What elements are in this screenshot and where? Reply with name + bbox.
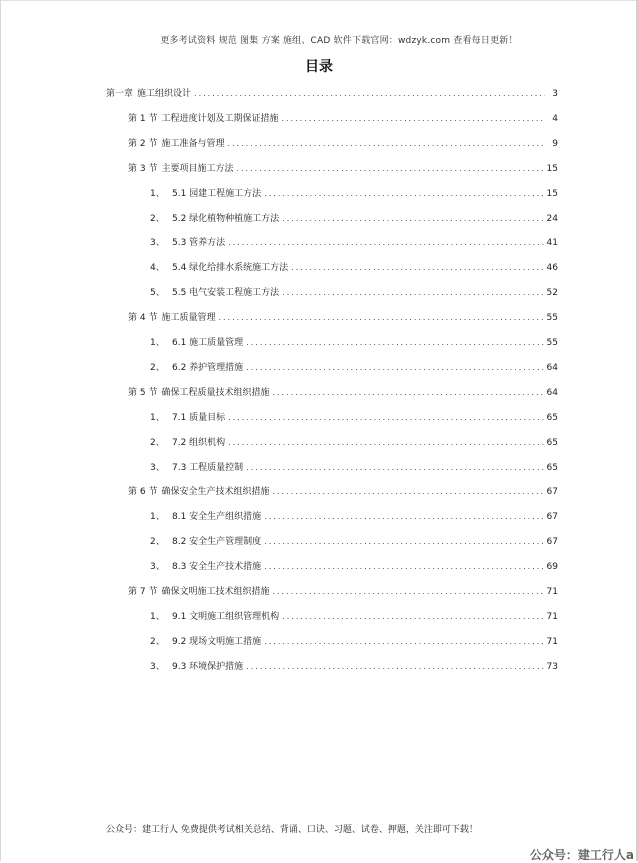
- toc-entry-title: 5.3 管养方法: [172, 238, 226, 248]
- toc-entry-number: 1、: [150, 612, 165, 622]
- toc-entry[interactable]: [150, 437, 558, 449]
- toc-entry-page: 67: [546, 487, 558, 497]
- toc-entry[interactable]: [150, 213, 558, 225]
- toc-entry-number: 1、: [150, 189, 165, 199]
- toc-entry-title: 9.1 文明施工组织管理机构: [172, 612, 280, 622]
- toc-entry-title: 5.4 绿化给排水系统施工方法: [172, 263, 289, 273]
- toc-entry-number: 1、: [150, 338, 165, 348]
- toc-entry-title: 主要项目施工方法: [161, 164, 234, 174]
- toc-entry[interactable]: [128, 387, 558, 399]
- toc-entry[interactable]: [106, 88, 558, 100]
- toc-entry[interactable]: [150, 287, 558, 299]
- toc-entry-number: 2、: [150, 537, 165, 547]
- toc-entry-page: 71: [546, 612, 558, 622]
- toc-entry-number: 1、: [150, 512, 165, 522]
- toc-entry[interactable]: [128, 138, 558, 150]
- toc-entry-number: 第 5 节: [128, 388, 158, 398]
- toc-entry-number: 第 7 节: [128, 587, 158, 597]
- toc-entry[interactable]: [150, 661, 558, 673]
- toc-dot-leader: [218, 312, 543, 324]
- toc-entry-number: 第一章: [106, 89, 134, 99]
- toc-dot-leader: [236, 163, 543, 175]
- toc-entry-number: 第 6 节: [128, 487, 158, 497]
- toc-dot-leader: [272, 586, 543, 598]
- toc-dot-leader: [246, 661, 543, 673]
- toc-entry-page: 3: [552, 89, 558, 99]
- toc-entry-title: 确保安全生产技术组织措施: [161, 487, 270, 497]
- toc-entry[interactable]: [150, 188, 558, 200]
- toc-dot-leader: [272, 387, 543, 399]
- toc-entry-page: 73: [546, 662, 558, 672]
- toc-entry-title: 确保文明施工技术组织措施: [161, 587, 270, 597]
- toc-entry-page: 55: [546, 338, 558, 348]
- toc-entry[interactable]: [150, 561, 558, 573]
- toc-entry-number: 1、: [150, 413, 165, 423]
- toc-entry-page: 64: [546, 388, 558, 398]
- toc-entry-title: 7.1 质量目标: [172, 413, 226, 423]
- page-footer: 公众号：建工行人 免费提供考试相关总结、背诵、口诀、习题、试卷、押题，关注即可下载！: [106, 825, 478, 835]
- toc-entry-number: 3、: [150, 238, 165, 248]
- toc-entry-title: 施工组织设计: [137, 89, 192, 99]
- page-title: 目录: [305, 59, 333, 75]
- toc-entry[interactable]: [128, 312, 558, 324]
- toc-dot-leader: [264, 536, 543, 548]
- toc-entry-page: 15: [546, 164, 558, 174]
- toc-entry[interactable]: [150, 412, 558, 424]
- toc-dot-leader: [227, 138, 545, 150]
- toc-entry-title: 工程进度计划及工期保证措施: [161, 114, 279, 124]
- toc-entry-page: 52: [546, 288, 558, 298]
- toc-entry[interactable]: [150, 262, 558, 274]
- toc-entry-page: 15: [546, 189, 558, 199]
- toc-entry-title: 施工准备与管理: [161, 139, 225, 149]
- toc-dot-leader: [282, 287, 543, 299]
- toc-entry-title: 8.2 安全生产管理制度: [172, 537, 262, 547]
- toc-entry-number: 第 1 节: [128, 114, 158, 124]
- toc-entry-page: 46: [546, 263, 558, 273]
- toc-entry-title: 施工质量管理: [161, 313, 216, 323]
- toc-entry-number: 3、: [150, 562, 165, 572]
- toc-dot-leader: [272, 486, 543, 498]
- toc-entry[interactable]: [150, 362, 558, 374]
- toc-entry-page: 64: [546, 363, 558, 373]
- toc-entry-title: 5.1 园建工程施工方法: [172, 189, 262, 199]
- toc-dot-leader: [282, 611, 543, 623]
- toc-entry-title: 7.2 组织机构: [172, 438, 226, 448]
- toc-dot-leader: [246, 462, 543, 474]
- toc-entry-title: 7.3 工程质量控制: [172, 463, 244, 473]
- toc-entry-number: 第 2 节: [128, 139, 158, 149]
- toc-dot-leader: [246, 337, 543, 349]
- toc-dot-leader: [281, 113, 545, 125]
- toc-entry[interactable]: [150, 611, 558, 623]
- toc-entry-page: 71: [546, 637, 558, 647]
- toc-dot-leader: [228, 437, 543, 449]
- toc-dot-leader: [291, 262, 543, 274]
- toc-entry-title: 5.2 绿化植物种植施工方法: [172, 214, 280, 224]
- toc-dot-leader: [264, 561, 543, 573]
- toc-entry-page: 9: [552, 139, 558, 149]
- toc-entry-number: 5、: [150, 288, 165, 298]
- toc-dot-leader: [282, 213, 543, 225]
- toc-dot-leader: [264, 636, 543, 648]
- toc-entry-number: 第 4 节: [128, 313, 158, 323]
- toc-entry[interactable]: [128, 586, 558, 598]
- toc-entry[interactable]: [150, 636, 558, 648]
- toc-entry-page: 67: [546, 512, 558, 522]
- toc-dot-leader: [264, 188, 543, 200]
- toc-entry-number: 2、: [150, 214, 165, 224]
- toc-entry-number: 第 3 节: [128, 164, 158, 174]
- toc-entry-page: 69: [546, 562, 558, 572]
- toc-dot-leader: [194, 88, 545, 100]
- toc-dot-leader: [228, 412, 543, 424]
- watermark: 公众号：建工行人a: [529, 848, 634, 862]
- toc-entry[interactable]: [150, 237, 558, 249]
- toc-entry-title: 8.1 安全生产组织措施: [172, 512, 262, 522]
- toc-entry[interactable]: [150, 536, 558, 548]
- toc-entry-number: 2、: [150, 637, 165, 647]
- toc-entry-page: 65: [546, 413, 558, 423]
- toc-entry-page: 67: [546, 537, 558, 547]
- toc-entry[interactable]: [128, 163, 558, 175]
- toc-entry-number: 3、: [150, 662, 165, 672]
- toc-entry-number: 2、: [150, 438, 165, 448]
- toc-entry-title: 9.2 现场文明施工措施: [172, 637, 262, 647]
- toc-entry-title: 9.3 环境保护措施: [172, 662, 244, 672]
- toc-entry-page: 65: [546, 463, 558, 473]
- toc-entry[interactable]: [128, 486, 558, 498]
- toc-entry-page: 24: [546, 214, 558, 224]
- toc-entry[interactable]: [150, 462, 558, 474]
- toc-entry[interactable]: [128, 113, 558, 125]
- toc-dot-leader: [246, 362, 543, 374]
- toc-entry-number: 4、: [150, 263, 165, 273]
- toc-entry[interactable]: [150, 337, 558, 349]
- toc-entry-title: 6.2 养护管理措施: [172, 363, 244, 373]
- toc-dot-leader: [264, 511, 543, 523]
- toc-dot-leader: [228, 237, 543, 249]
- toc-entry-title: 6.1 施工质量管理: [172, 338, 244, 348]
- toc-entry-number: 2、: [150, 363, 165, 373]
- toc-entry-page: 41: [546, 238, 558, 248]
- toc-entry-title: 确保工程质量技术组织措施: [161, 388, 270, 398]
- toc-entry-number: 3、: [150, 463, 165, 473]
- page-header: 更多考试资料 规范 图集 方案 施组、CAD 软件下载官网：wdzyk.com 查看每日更新！: [160, 36, 518, 46]
- toc-entry-title: 8.3 安全生产技术措施: [172, 562, 262, 572]
- toc-entry-title: 5.5 电气安装工程施工方法: [172, 288, 280, 298]
- toc-entry-page: 55: [546, 313, 558, 323]
- toc-entry-page: 65: [546, 438, 558, 448]
- toc-entry-page: 4: [552, 114, 558, 124]
- toc-entry-page: 71: [546, 587, 558, 597]
- toc-entry[interactable]: [150, 511, 558, 523]
